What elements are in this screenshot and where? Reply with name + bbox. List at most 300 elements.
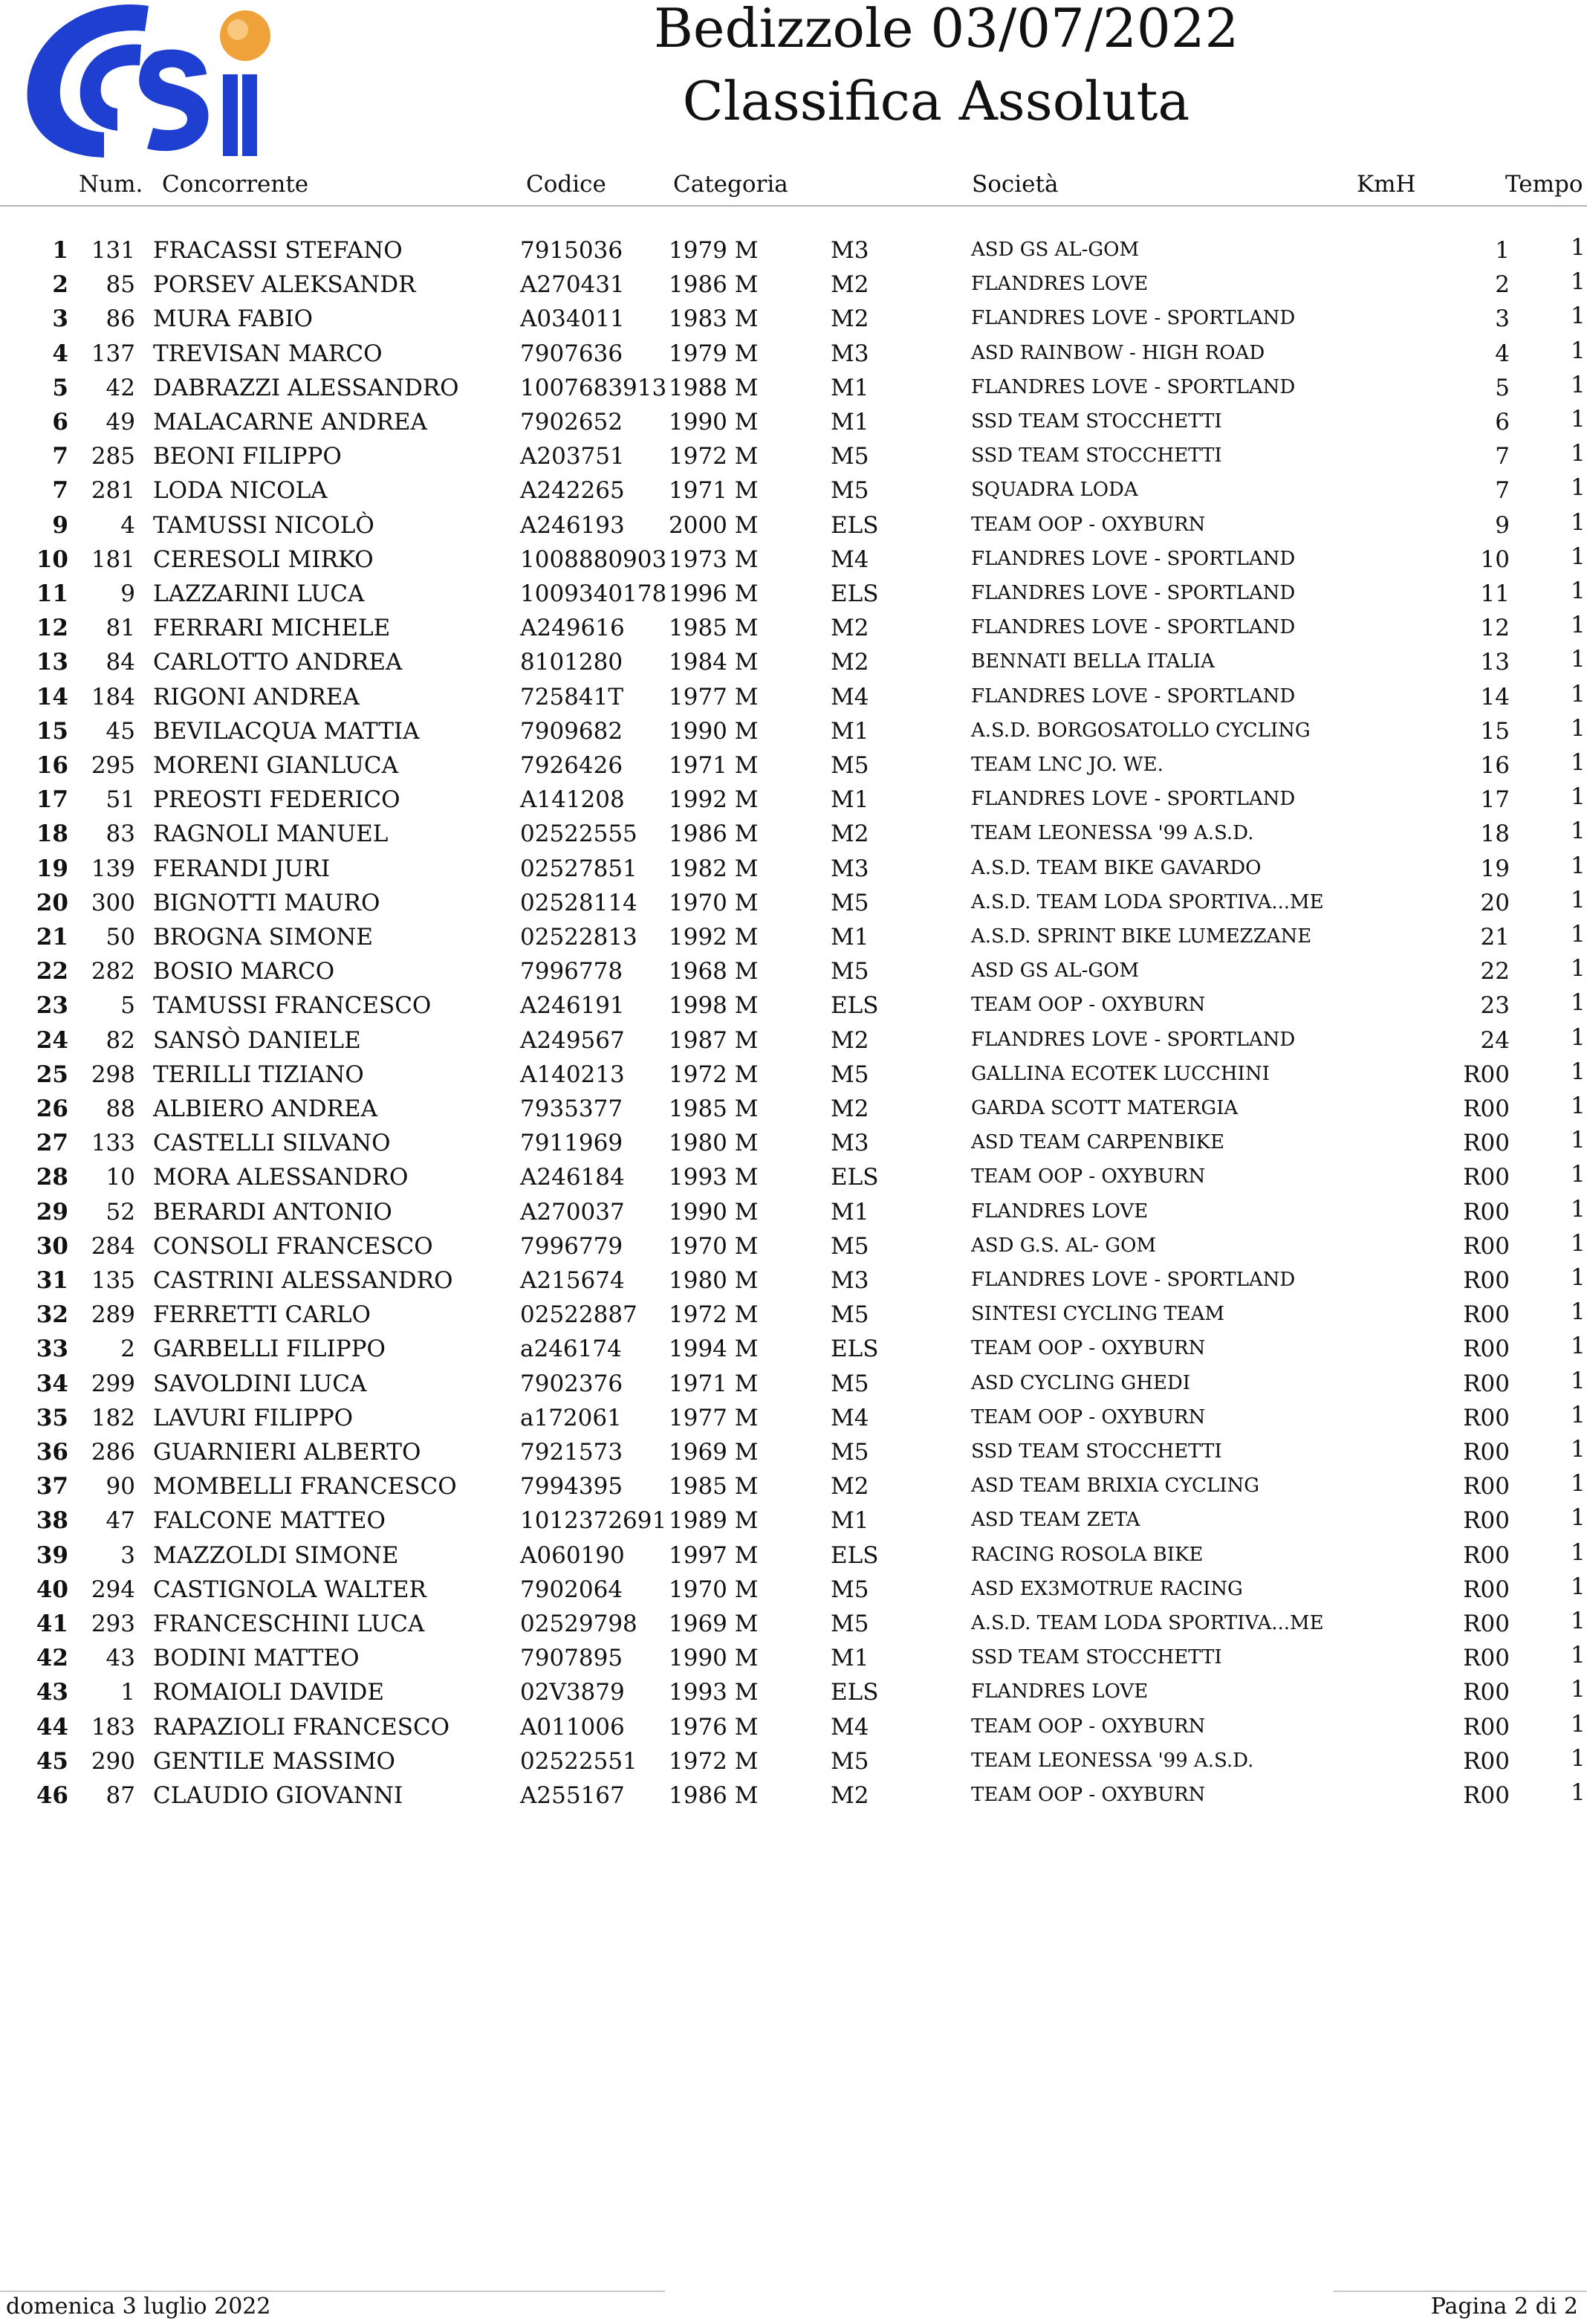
team: GALLINA ECOTEK LUCCHINI [971, 1063, 1270, 1085]
rank: 3 [52, 305, 68, 332]
time: 21 [1480, 924, 1510, 951]
birth-year-gender: 1997 M [669, 1542, 759, 1569]
rank: 6 [52, 409, 68, 436]
extra-value: 1 [1571, 715, 1586, 742]
category: ELS [831, 1336, 879, 1362]
code: A140213 [520, 1061, 625, 1088]
birth-year-gender: 1985 M [669, 1095, 759, 1122]
extra-value: 1 [1571, 1298, 1586, 1325]
bib-number: 90 [106, 1473, 135, 1500]
team: ASD TEAM ZETA [971, 1509, 1140, 1531]
rank: 27 [36, 1130, 68, 1156]
table-row [0, 1058, 1587, 1095]
time: R00 [1463, 1233, 1510, 1260]
birth-year-gender: 1992 M [669, 924, 759, 951]
bib-number: 10 [106, 1164, 135, 1191]
category: M1 [831, 1199, 869, 1226]
extra-value: 1 [1571, 302, 1586, 329]
competitor-name: FRACASSI STEFANO [153, 237, 403, 264]
time: 22 [1480, 958, 1510, 985]
birth-year-gender: 1977 M [669, 684, 759, 711]
team: TEAM OOP - OXYBURN [971, 1406, 1206, 1428]
code: 02V3879 [520, 1679, 625, 1706]
time: R00 [1463, 1405, 1510, 1431]
table-row [0, 1470, 1587, 1507]
extra-value: 1 [1571, 749, 1586, 776]
code: a172061 [520, 1405, 622, 1431]
code: 02522813 [520, 924, 637, 951]
time: 5 [1495, 375, 1510, 401]
birth-year-gender: 1983 M [669, 305, 759, 332]
rank: 38 [36, 1507, 68, 1534]
rank: 1 [52, 237, 68, 264]
bib-number: 295 [91, 752, 135, 779]
team: A.S.D. BORGOSATOLLO CYCLING [971, 719, 1311, 742]
rank: 37 [36, 1473, 68, 1500]
extra-value: 1 [1571, 1608, 1586, 1634]
team: A.S.D. SPRINT BIKE LUMEZZANE [971, 925, 1312, 948]
birth-year-gender: 2000 M [669, 512, 759, 539]
footer-divider-right [1334, 2291, 1587, 2292]
col-header-societa: Società [972, 171, 1059, 198]
table-row [0, 234, 1587, 271]
rank: 40 [36, 1576, 68, 1603]
birth-year-gender: 1972 M [669, 1748, 759, 1775]
bib-number: 43 [106, 1645, 135, 1671]
table-row [0, 1161, 1587, 1198]
category: M5 [831, 1061, 869, 1088]
code: 1012372691 [520, 1507, 667, 1534]
competitor-name: FERRETTI CARLO [153, 1301, 371, 1328]
competitor-name: MALACARNE ANDREA [153, 409, 427, 436]
competitor-name: TREVISAN MARCO [153, 340, 383, 367]
table-row [0, 577, 1587, 615]
birth-year-gender: 1972 M [669, 443, 759, 470]
extra-value: 1 [1571, 612, 1586, 638]
time: R00 [1463, 1301, 1510, 1328]
rank: 33 [36, 1336, 68, 1362]
bib-number: 298 [91, 1061, 135, 1088]
competitor-name: TAMUSSI FRANCESCO [153, 992, 432, 1019]
category: M2 [831, 615, 869, 641]
col-header-codice: Codice [526, 171, 606, 198]
category: M5 [831, 890, 869, 916]
extra-value: 1 [1571, 440, 1586, 467]
bib-number: 4 [120, 512, 135, 539]
code: 8101280 [520, 649, 623, 676]
time: 3 [1495, 305, 1510, 332]
rank: 7 [52, 443, 68, 470]
code: a246174 [520, 1336, 622, 1362]
code: 7926426 [520, 752, 623, 779]
table-row [0, 1573, 1587, 1611]
code: A034011 [520, 305, 625, 332]
footer-page-number: Pagina 2 di 2 [1430, 2294, 1578, 2320]
birth-year-gender: 1980 M [669, 1130, 759, 1156]
team: A.S.D. TEAM BIKE GAVARDO [971, 857, 1262, 879]
bib-number: 293 [91, 1611, 135, 1637]
birth-year-gender: 1976 M [669, 1714, 759, 1741]
category: M5 [831, 1370, 869, 1397]
category: M4 [831, 684, 869, 711]
code: A255167 [520, 1782, 625, 1809]
competitor-name: MOMBELLI FRANCESCO [153, 1473, 457, 1500]
birth-year-gender: 1977 M [669, 1405, 759, 1431]
bib-number: 183 [91, 1714, 135, 1741]
rank: 5 [52, 375, 68, 401]
birth-year-gender: 1970 M [669, 1576, 759, 1603]
extra-value: 1 [1571, 1230, 1586, 1257]
time: R00 [1463, 1782, 1510, 1809]
competitor-name: PREOSTI FEDERICO [153, 786, 400, 813]
competitor-name: CARLOTTO ANDREA [153, 649, 403, 676]
birth-year-gender: 1986 M [669, 820, 759, 847]
rank: 34 [36, 1370, 68, 1397]
rank: 22 [36, 958, 68, 985]
birth-year-gender: 1998 M [669, 992, 759, 1019]
bib-number: 82 [106, 1027, 135, 1054]
competitor-name: RAGNOLI MANUEL [153, 820, 389, 847]
time: 15 [1480, 718, 1510, 745]
table-row [0, 474, 1587, 511]
birth-year-gender: 1990 M [669, 409, 759, 436]
bib-number: 290 [91, 1748, 135, 1775]
code: 1007683913 [520, 375, 667, 401]
time: 12 [1480, 615, 1510, 641]
competitor-name: LAZZARINI LUCA [153, 580, 365, 607]
time: R00 [1463, 1130, 1510, 1156]
bib-number: 51 [106, 786, 135, 813]
time: R00 [1463, 1714, 1510, 1741]
rank: 30 [36, 1233, 68, 1260]
rank: 15 [36, 718, 68, 745]
time: 2 [1495, 271, 1510, 298]
extra-value: 1 [1571, 1264, 1586, 1291]
code: A246193 [520, 512, 625, 539]
rank: 16 [36, 752, 68, 779]
competitor-name: GARBELLI FILIPPO [153, 1336, 386, 1362]
table-row [0, 1711, 1587, 1748]
rank: 29 [36, 1199, 68, 1226]
bib-number: 285 [91, 443, 135, 470]
rank: 25 [36, 1061, 68, 1088]
extra-value: 1 [1571, 509, 1586, 536]
category: M1 [831, 375, 869, 401]
bib-number: 9 [120, 580, 135, 607]
extra-value: 1 [1571, 1745, 1586, 1772]
extra-value: 1 [1571, 1676, 1586, 1703]
birth-year-gender: 1971 M [669, 477, 759, 504]
col-header-categoria: Categoria [673, 171, 788, 198]
category: M2 [831, 649, 869, 676]
table-row [0, 1642, 1587, 1679]
team: GARDA SCOTT MATERGIA [971, 1097, 1239, 1119]
code: 7921573 [520, 1439, 623, 1466]
table-row [0, 1230, 1587, 1267]
extra-value: 1 [1571, 1367, 1586, 1394]
code: 7911969 [520, 1130, 623, 1156]
time: R00 [1463, 1439, 1510, 1466]
rank: 13 [36, 649, 68, 676]
extra-value: 1 [1571, 234, 1586, 261]
birth-year-gender: 1989 M [669, 1507, 759, 1534]
rank: 24 [36, 1027, 68, 1054]
category: M5 [831, 1748, 869, 1775]
bib-number: 299 [91, 1370, 135, 1397]
category: M2 [831, 1782, 869, 1809]
team: A.S.D. TEAM LODA SPORTIVA...ME [971, 891, 1324, 913]
birth-year-gender: 1982 M [669, 855, 759, 882]
time: 16 [1480, 752, 1510, 779]
rank: 41 [36, 1611, 68, 1637]
rank: 10 [36, 546, 68, 573]
extra-value: 1 [1571, 852, 1586, 879]
birth-year-gender: 1979 M [669, 237, 759, 264]
team: ASD GS AL-GOM [971, 239, 1140, 261]
time: 4 [1495, 340, 1510, 367]
birth-year-gender: 1970 M [669, 1233, 759, 1260]
extra-value: 1 [1571, 1196, 1586, 1223]
bib-number: 52 [106, 1199, 135, 1226]
team: TEAM OOP - OXYBURN [971, 1715, 1206, 1738]
category: ELS [831, 512, 879, 539]
category: M1 [831, 786, 869, 813]
code: 725841T [520, 684, 624, 711]
rank: 44 [36, 1714, 68, 1741]
code: 7902064 [520, 1576, 623, 1603]
team: TEAM OOP - OXYBURN [971, 514, 1206, 536]
extra-value: 1 [1571, 1711, 1586, 1738]
rank: 12 [36, 615, 68, 641]
birth-year-gender: 1980 M [669, 1267, 759, 1294]
team: FLANDRES LOVE - SPORTLAND [971, 788, 1296, 810]
birth-year-gender: 1968 M [669, 958, 759, 985]
code: A215674 [520, 1267, 625, 1294]
table-row [0, 1504, 1587, 1541]
bib-number: 81 [106, 615, 135, 641]
extra-value: 1 [1571, 1779, 1586, 1806]
extra-value: 1 [1571, 1504, 1586, 1531]
category: M2 [831, 305, 869, 332]
table-row [0, 681, 1587, 718]
bib-number: 87 [106, 1782, 135, 1809]
extra-value: 1 [1571, 1333, 1586, 1359]
rank: 26 [36, 1095, 68, 1122]
birth-year-gender: 1979 M [669, 340, 759, 367]
time: 6 [1495, 409, 1510, 436]
category: M2 [831, 271, 869, 298]
team: ASD EX3MOTRUE RACING [971, 1578, 1243, 1600]
code: A270037 [520, 1199, 625, 1226]
extra-value: 1 [1571, 577, 1586, 604]
table-row [0, 749, 1587, 786]
competitor-name: BEONI FILIPPO [153, 443, 342, 470]
birth-year-gender: 1969 M [669, 1439, 759, 1466]
category: M4 [831, 1405, 869, 1431]
extra-value: 1 [1571, 1539, 1586, 1566]
birth-year-gender: 1988 M [669, 375, 759, 401]
birth-year-gender: 1987 M [669, 1027, 759, 1054]
category: M5 [831, 443, 869, 470]
competitor-name: LODA NICOLA [153, 477, 328, 504]
code: A249567 [520, 1027, 625, 1054]
bib-number: 139 [91, 855, 135, 882]
competitor-name: BROGNA SIMONE [153, 924, 374, 951]
time: 13 [1480, 649, 1510, 676]
bib-number: 184 [91, 684, 135, 711]
col-header-tempo: Tempo [1505, 171, 1583, 198]
code: A246191 [520, 992, 625, 1019]
bib-number: 282 [91, 958, 135, 985]
time: R00 [1463, 1061, 1510, 1088]
table-row [0, 887, 1587, 924]
team: ASD TEAM CARPENBIKE [971, 1131, 1224, 1153]
extra-value: 1 [1571, 1127, 1586, 1153]
team: SINTESI CYCLING TEAM [971, 1303, 1225, 1325]
competitor-name: ROMAIOLI DAVIDE [153, 1679, 385, 1706]
table-row [0, 1402, 1587, 1439]
category: M1 [831, 718, 869, 745]
col-header-kmh: KmH [1357, 171, 1416, 198]
team: FLANDRES LOVE - SPORTLAND [971, 307, 1296, 329]
category: ELS [831, 580, 879, 607]
table-row [0, 646, 1587, 683]
rank: 32 [36, 1301, 68, 1328]
competitor-name: GUARNIERI ALBERTO [153, 1439, 421, 1466]
bib-number: 47 [106, 1507, 135, 1534]
code: A141208 [520, 786, 625, 813]
competitor-name: PORSEV ALEKSANDR [153, 271, 416, 298]
competitor-name: SAVOLDINI LUCA [153, 1370, 367, 1397]
team: SQUADRA LODA [971, 479, 1138, 501]
birth-year-gender: 1971 M [669, 1370, 759, 1397]
time: 11 [1480, 580, 1510, 607]
bib-number: 137 [91, 340, 135, 367]
team: SSD TEAM STOCCHETTI [971, 1646, 1222, 1668]
table-row [0, 1127, 1587, 1164]
page-subtitle: Classifica Assoluta [682, 70, 1190, 132]
extra-value: 1 [1571, 1470, 1586, 1497]
bib-number: 45 [106, 718, 135, 745]
birth-year-gender: 1996 M [669, 580, 759, 607]
header-divider [0, 205, 1587, 207]
code: 7994395 [520, 1473, 623, 1500]
team: RACING ROSOLA BIKE [971, 1544, 1204, 1566]
category: M1 [831, 1645, 869, 1671]
competitor-name: CONSOLI FRANCESCO [153, 1233, 433, 1260]
category: M2 [831, 1095, 869, 1122]
competitor-name: FERRARI MICHELE [153, 615, 391, 641]
competitor-name: MORENI GIANLUCA [153, 752, 398, 779]
bib-number: 5 [120, 992, 135, 1019]
time: R00 [1463, 1095, 1510, 1122]
category: M4 [831, 546, 869, 573]
rank: 42 [36, 1645, 68, 1671]
code: 7909682 [520, 718, 623, 745]
category: M5 [831, 1233, 869, 1260]
time: 14 [1480, 684, 1510, 711]
time: 7 [1495, 477, 1510, 504]
extra-value: 1 [1571, 474, 1586, 501]
team: TEAM LNC JO. WE. [971, 754, 1164, 776]
time: R00 [1463, 1473, 1510, 1500]
team: TEAM OOP - OXYBURN [971, 1165, 1206, 1188]
code: 02522887 [520, 1301, 637, 1328]
code: 02528114 [520, 890, 637, 916]
extra-value: 1 [1571, 921, 1586, 948]
team: FLANDRES LOVE [971, 1680, 1149, 1703]
time: 20 [1480, 890, 1510, 916]
footer-divider-left [0, 2291, 665, 2292]
competitor-name: TERILLI TIZIANO [153, 1061, 364, 1088]
time: R00 [1463, 1507, 1510, 1534]
birth-year-gender: 1986 M [669, 1782, 759, 1809]
extra-value: 1 [1571, 372, 1586, 398]
table-row [0, 1095, 1587, 1130]
team: TEAM LEONESSA '99 A.S.D. [971, 1750, 1254, 1772]
code: A242265 [520, 477, 625, 504]
code: 7907895 [520, 1645, 623, 1671]
rank: 14 [36, 684, 68, 711]
table-row [0, 820, 1587, 855]
competitor-name: CASTELLI SILVANO [153, 1130, 391, 1156]
birth-year-gender: 1969 M [669, 1611, 759, 1637]
category: ELS [831, 1542, 879, 1569]
category: M5 [831, 1611, 869, 1637]
rank: 35 [36, 1405, 68, 1431]
extra-value: 1 [1571, 1402, 1586, 1428]
birth-year-gender: 1984 M [669, 649, 759, 676]
time: R00 [1463, 1199, 1510, 1226]
rank: 20 [36, 890, 68, 916]
competitor-name: ALBIERO ANDREA [153, 1095, 377, 1122]
bib-number: 84 [106, 649, 135, 676]
birth-year-gender: 1972 M [669, 1061, 759, 1088]
team: TEAM OOP - OXYBURN [971, 1337, 1206, 1359]
bib-number: 182 [91, 1405, 135, 1431]
table-row [0, 1367, 1587, 1405]
competitor-name: FRANCESCHINI LUCA [153, 1611, 425, 1637]
category: M5 [831, 477, 869, 504]
team: TEAM OOP - OXYBURN [971, 1784, 1206, 1806]
category: M3 [831, 855, 869, 882]
birth-year-gender: 1971 M [669, 752, 759, 779]
team: FLANDRES LOVE - SPORTLAND [971, 1269, 1296, 1291]
table-row [0, 1779, 1587, 1816]
bib-number: 42 [106, 375, 135, 401]
birth-year-gender: 1985 M [669, 1473, 759, 1500]
rank: 23 [36, 992, 68, 1019]
table-row [0, 989, 1587, 1026]
birth-year-gender: 1990 M [669, 1645, 759, 1671]
rank: 46 [36, 1782, 68, 1809]
category: ELS [831, 992, 879, 1019]
competitor-name: MAZZOLDI SIMONE [153, 1542, 399, 1569]
code: 7915036 [520, 237, 623, 264]
rank: 43 [36, 1679, 68, 1706]
bib-number: 88 [106, 1095, 135, 1122]
team: SSD TEAM STOCCHETTI [971, 444, 1222, 467]
competitor-name: CLAUDIO GIOVANNI [153, 1782, 403, 1809]
birth-year-gender: 1972 M [669, 1301, 759, 1328]
extra-value: 1 [1571, 1161, 1586, 1188]
page-title: Bedizzole 03/07/2022 [654, 0, 1239, 59]
bib-number: 2 [120, 1336, 135, 1362]
rank: 17 [36, 786, 68, 813]
footer-date: domenica 3 luglio 2022 [6, 2294, 271, 2320]
rank: 28 [36, 1164, 68, 1191]
code: 7902376 [520, 1370, 623, 1397]
